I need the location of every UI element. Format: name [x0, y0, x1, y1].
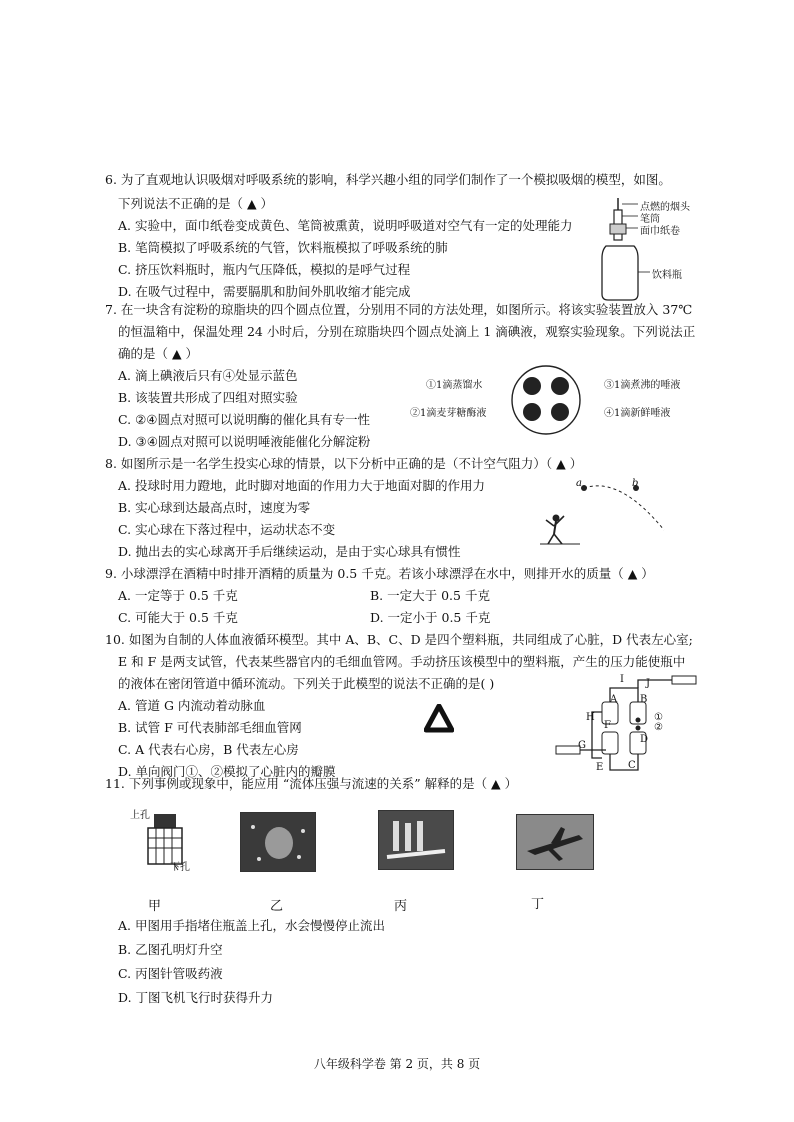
q6-option-d: D. 在吸气过程中，需要膈肌和肋间外肌收缩才能完成 — [118, 284, 411, 299]
q8-option-a: A. 投球时用力蹬地，此时脚对地面的作用力大于地面对脚的作用力 — [118, 478, 485, 493]
q9-option-a: A. 一定等于 0.5 千克 — [118, 588, 238, 603]
q10-line1: 10. 如图为自制的人体血液循环模型。其中 A、B、C、D 是四个塑料瓶，共同组成了心脏，D 代表左心室; — [105, 632, 693, 647]
q10-option-d: D. 单向阀门①、②模拟了心脏内的瓣膜 — [118, 764, 336, 779]
q10-label-d: D — [640, 734, 649, 745]
q10-option-a: A. 管道 G 内流动着动脉血 — [118, 698, 266, 713]
q9-option-b: B. 一定大于 0.5 千克 — [370, 588, 490, 603]
q11-option-a: A. 甲图用手指堵住瓶盖上孔，水会慢慢停止流出 — [118, 918, 385, 933]
q10-label-c: C — [628, 760, 636, 771]
q7-option-a: A. 滴上碘液后只有④处显示蓝色 — [118, 368, 298, 383]
q7-label-3: ③1滴煮沸的唾液 — [604, 380, 681, 391]
q6-line2: 下列说法不正确的是（ ▲ ） — [118, 196, 274, 211]
q7-option-d: D. ③④圆点对照可以说明唾液能催化分解淀粉 — [118, 434, 371, 449]
q11-photo-yi-lantern — [240, 812, 316, 872]
q10-label-j: J — [646, 678, 651, 689]
q8-label-a: a — [576, 478, 582, 489]
q8-option-c: C. 实心球在下落过程中，运动状态不变 — [118, 522, 336, 537]
q6-option-b: B. 笔筒模拟了呼吸系统的气管，饮料瓶模拟了呼吸系统的肺 — [118, 240, 448, 255]
q11-photo-ding-airplane — [516, 814, 594, 870]
shot-put-figure — [540, 474, 670, 546]
q10-label-valve2: ② — [654, 722, 663, 733]
q11-caption-yi: 乙 — [270, 899, 284, 914]
page-footer: 八年级科学卷 第 2 页，共 8 页 — [313, 1057, 481, 1071]
q6-line1: 6. 为了直观地认识吸烟对呼吸系统的影响，科学兴趣小组的同学们制作了一个模拟吸烟的模型，如图。 — [105, 172, 671, 187]
q8-option-b: B. 实心球到达最高点时，速度为零 — [118, 500, 311, 515]
q11-option-b: B. 乙图孔明灯升空 — [118, 942, 223, 957]
q10-label-i: I — [620, 674, 624, 685]
q11-photo-bing-syringe — [378, 810, 454, 870]
q6-label-bottle: 饮料瓶 — [652, 270, 682, 281]
q7-line1: 7. 在一块含有淀粉的琼脂块的四个圆点位置，分别用不同的方法处理，如图所示。将该实验装置放入 37℃ — [105, 302, 693, 317]
q8-line1: 8. 如图所示是一名学生投实心球的情景，以下分析中正确的是（不计空气阻力）（ ▲ ） — [105, 456, 583, 471]
q10-option-b: B. 试管 F 可代表肺部毛细血管网 — [118, 720, 302, 735]
q10-line2: E 和 F 是两支试管，代表某些器官内的毛细血管网。手动挤压该模型中的塑料瓶，产生的压力能使瓶中 — [118, 654, 686, 669]
recycle-icon — [424, 704, 454, 734]
q10-label-valve1: ① — [654, 712, 663, 723]
q6-option-a: A. 实验中，面巾纸卷变成黄色、笔筒被熏黄，说明呼吸道对空气有一定的处理能力 — [118, 218, 573, 233]
q10-label-e: E — [596, 762, 604, 773]
q11-option-d: D. 丁图飞机飞行时获得升力 — [118, 990, 274, 1005]
q9-option-d: D. 一定小于 0.5 千克 — [370, 610, 491, 625]
q10-label-b: B — [640, 694, 648, 705]
q11-line1: 11. 下列事例或现象中，能应用 “流体压强与流速的关系” 解释的是（ ▲ ） — [105, 776, 518, 791]
q10-label-a: A — [610, 694, 618, 705]
q11-caption-jia: 甲 — [148, 899, 162, 914]
q10-label-h: H — [586, 712, 595, 723]
q8-label-b: b — [632, 478, 639, 489]
q7-line2: 的恒温箱中，保温处理 24 小时后，分别在琼脂块四个圆点处滴上 1 滴碘液，观察实验现象。下列说法正 — [118, 324, 696, 339]
q8-option-d: D. 抛出去的实心球离开手后继续运动，是由于实心球具有惯性 — [118, 544, 461, 559]
agar-plate-figure — [502, 362, 590, 438]
q7-option-c: C. ②④圆点对照可以说明酶的催化具有专一性 — [118, 412, 370, 427]
q7-label-2: ②1滴麦芽糖酶液 — [410, 408, 487, 419]
q11-label-top-hole: 上孔 — [130, 810, 150, 821]
q11-caption-bing: 丙 — [394, 899, 408, 914]
q10-option-c: C. A 代表右心房，B 代表左心房 — [118, 742, 299, 757]
q6-label-pen-holder: 笔筒 — [640, 214, 660, 225]
q10-label-g: G — [578, 740, 586, 751]
q6-option-c: C. 挤压饮料瓶时，瓶内气压降低，模拟的是呼气过程 — [118, 262, 411, 277]
q9-option-c: C. 可能大于 0.5 千克 — [118, 610, 238, 625]
q7-label-1: ①1滴蒸馏水 — [426, 380, 483, 391]
q6-label-cigarette: 点燃的烟头 — [640, 202, 690, 213]
q7-line3: 确的是（ ▲ ） — [118, 346, 199, 361]
q9-line1: 9. 小球漂浮在酒精中时排开酒精的质量为 0.5 千克。若该小球漂浮在水中，则排开水的质量（ ▲ ） — [105, 566, 654, 581]
q11-option-c: C. 丙图针管吸药液 — [118, 966, 223, 981]
q10-line3: 的液体在密闭管道中循环流动。下列关于此模型的说法不正确的是( ) — [118, 676, 495, 691]
q11-caption-ding: 丁 — [531, 897, 545, 912]
q7-label-4: ④1滴新鲜唾液 — [604, 408, 671, 419]
q7-option-b: B. 该装置共形成了四组对照实验 — [118, 390, 298, 405]
q10-label-f: F — [604, 720, 611, 731]
q6-label-tissue-roll: 面巾纸卷 — [640, 226, 680, 237]
q11-label-bottom-hole: 下孔 — [170, 862, 190, 873]
